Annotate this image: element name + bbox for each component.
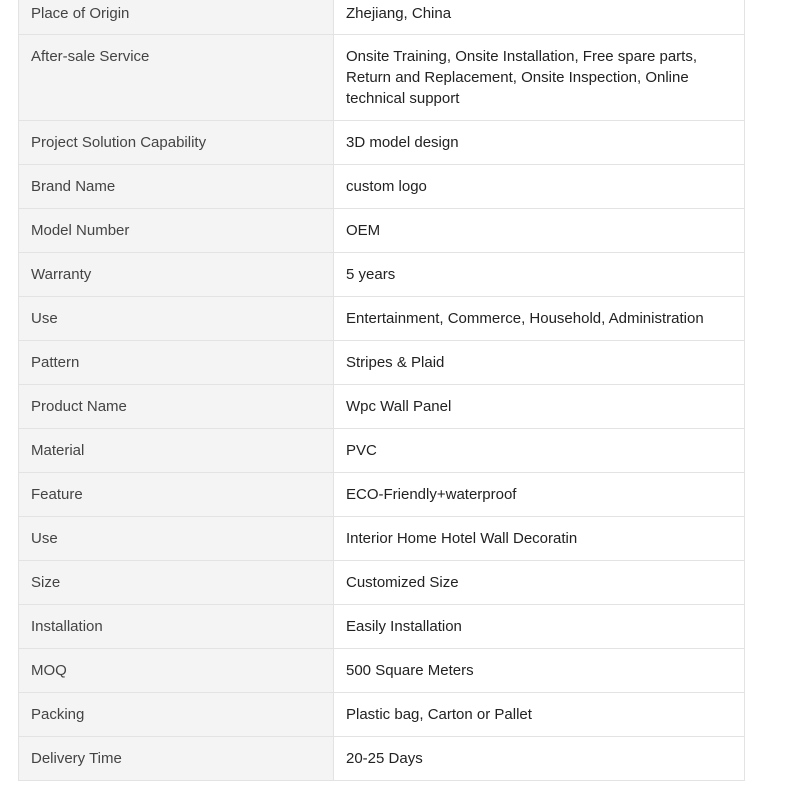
spec-label: Use: [19, 297, 334, 341]
table-row: [19, 649, 745, 693]
spec-value: custom logo: [334, 165, 745, 209]
table-row: [19, 165, 745, 209]
spec-label: Packing: [19, 693, 334, 737]
spec-label: Delivery Time: [19, 737, 334, 781]
table-row: [19, 561, 745, 605]
spec-value: OEM: [334, 209, 745, 253]
spec-value: 5 years: [334, 253, 745, 297]
spec-label: Product Name: [19, 385, 334, 429]
spec-label: Size: [19, 561, 334, 605]
table-row: [19, 341, 745, 385]
spec-label: After-sale Service: [19, 35, 334, 121]
table-row: [19, 517, 745, 561]
spec-label: Warranty: [19, 253, 334, 297]
table-row: [19, 121, 745, 165]
spec-label: Use: [19, 517, 334, 561]
spec-value: 20-25 Days: [334, 737, 745, 781]
spec-label: Brand Name: [19, 165, 334, 209]
spec-value: Plastic bag, Carton or Pallet: [334, 693, 745, 737]
table-row: [19, 429, 745, 473]
product-specs-table: [18, 0, 745, 781]
table-row: [19, 385, 745, 429]
spec-value: 3D model design: [334, 121, 745, 165]
table-row: [19, 297, 745, 341]
spec-value: Zhejiang, China: [334, 0, 745, 35]
spec-label: Pattern: [19, 341, 334, 385]
spec-label: Material: [19, 429, 334, 473]
table-row: [19, 737, 745, 781]
table-row: [19, 473, 745, 517]
table-row: [19, 0, 745, 35]
table-row: [19, 605, 745, 649]
spec-value: ECO-Friendly+waterproof: [334, 473, 745, 517]
spec-value: Onsite Training, Onsite Installation, Free spare parts, Return and Replacement, Onsite Inspection, Online technical support: [334, 35, 745, 121]
spec-label: Project Solution Capability: [19, 121, 334, 165]
table-row: [19, 35, 745, 121]
spec-value: Stripes & Plaid: [334, 341, 745, 385]
spec-label: Model Number: [19, 209, 334, 253]
spec-label: Place of Origin: [19, 0, 334, 35]
spec-label: MOQ: [19, 649, 334, 693]
table-row: [19, 253, 745, 297]
table-row: [19, 693, 745, 737]
spec-value: Entertainment, Commerce, Household, Administration: [334, 297, 745, 341]
spec-value: Easily Installation: [334, 605, 745, 649]
spec-value: Customized Size: [334, 561, 745, 605]
table-row: [19, 209, 745, 253]
spec-value: 500 Square Meters: [334, 649, 745, 693]
spec-label: Installation: [19, 605, 334, 649]
spec-label: Feature: [19, 473, 334, 517]
spec-value: Wpc Wall Panel: [334, 385, 745, 429]
product-specs-section: [18, 0, 745, 781]
spec-value: PVC: [334, 429, 745, 473]
spec-value: Interior Home Hotel Wall Decoratin: [334, 517, 745, 561]
